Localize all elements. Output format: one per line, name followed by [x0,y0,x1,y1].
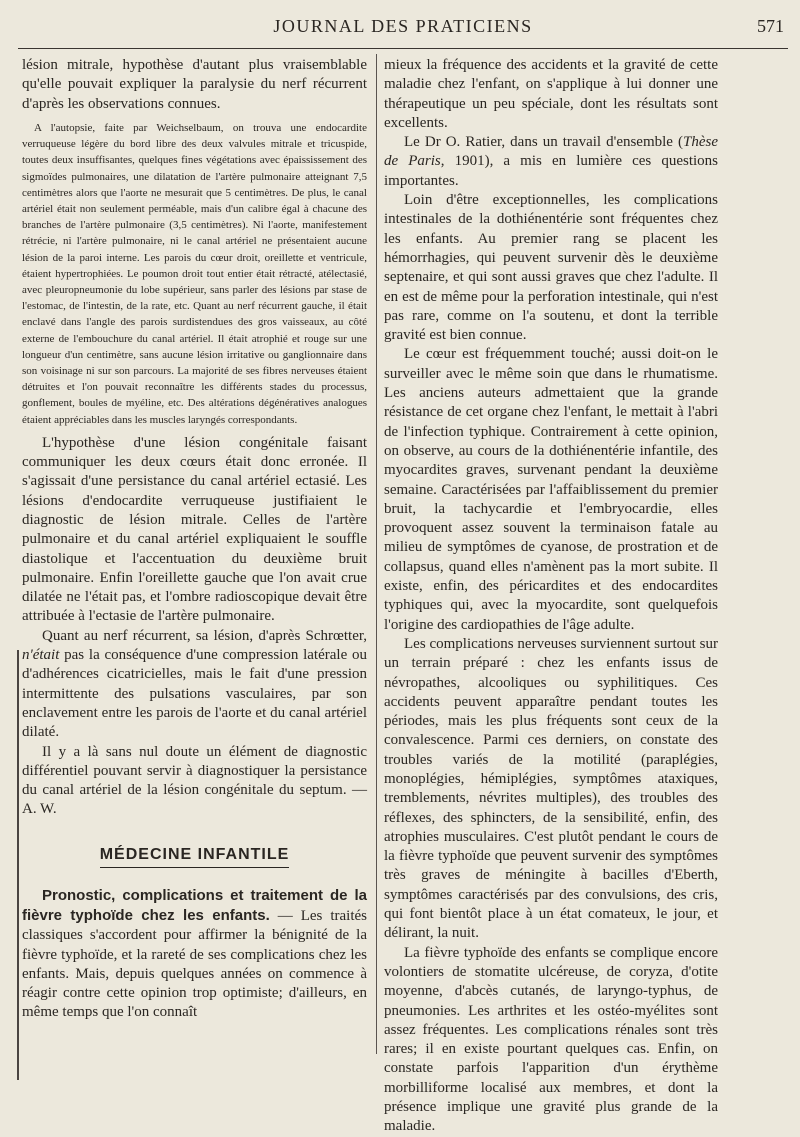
section-heading [22,846,367,868]
section-heading-text: MÉDECINE INFANTILE [100,846,290,868]
page-number: 571 [757,16,784,36]
margin-mark [17,650,19,1080]
text-run: pas la conséquence d'une compression latérale ou d'adhérences cicatricielles, mais le fait d'une pression intermittente des pulsations vasculaires, par son enclavement entre les parois de l'aorte et du canal artériel dilaté. [22,647,367,741]
text-run: Quant au nerf récurrent, sa lésion, d'après Schrœtter, [42,627,367,644]
text-run: Le Dr O. Ratier, dans un travail d'ensemble ( [404,134,683,151]
paragraph [384,133,718,191]
right-column [384,56,718,1137]
journal-title: JOURNAL DES PRATICIENS [273,16,533,36]
paragraph: La fièvre typhoïde des enfants se complique encore volontiers de stomatite ulcéreuse, de coryza, d'otite moyenne, d'abcès cutanés, de laryngo-typhus, de pneumonies. Les arthrites et les ostéo-myélites sont assez fréquentes. Les complications rénales sont très rares; il en existe pourtant quelques cas. Enfin, on constate parfois l'apparition d'un érythème morbilliforme localisé aux membres, et dont la présence implique une gravité plus grande de la maladie. [384,944,718,1135]
paragraph: lésion mitrale, hypothèse d'autant plus vraisemblable qu'elle pouvait expliquer la paralysie du nerf récurrent d'après les observations connues. [22,57,367,112]
article-title: Pronostic, complications et traitement de la fièvre typhoïde chez les enfants. [22,886,367,924]
text-run: , 1901), a mis en lumière ces questions importantes. [384,153,718,189]
paragraph: Il y a là sans nul doute un élément de diagnostic différentiel pouvant servir à diagnostiquer la persistance du canal artériel de la lésion congénitale du septum. — A. W. [22,743,367,818]
left-column [22,56,367,1023]
column-divider [376,54,377,1054]
paragraph: mieux la fréquence des accidents et la gravité de cette maladie chez l'enfant, on s'applique à lui donner une thérapeutique un peu spéciale, dont les résultats sont excellents. [384,57,718,131]
running-header [18,16,788,42]
header-rule [18,48,788,49]
text-run: — Les traités classiques s'accordent pour affirmer la bénignité de la fièvre typhoïde, et la rareté de ses complications chez les enfants. Mais, depuis quelques années on commence à réagir contre cette opinion trop optimiste; d'ailleurs, en même temps que l'on connaît [22,907,367,1021]
paragraph: Le cœur est fréquemment touché; aussi doit-on le surveiller avec le même soin que dans le rhumatisme. Les anciens auteurs admettaient que la grande résistance de cet organe chez l'enfant, le mettait à l'abri de l'infection typhique. Contrairement à cette opinion, on observe, au cours de la dothiénentérie infantile, des myocardites graves, survenant pendant la deuxième semaine. Caractérisées par l'affaiblissement du premier bruit, la tachycardie et l'embryocardie, elles provoquent assez souvent la terminaison fatale au milieu de symptômes de cyanose, de prostration et de collapsus, quand elles n'amènent pas la mort subite. Il existe, enfin, des péricardites et des endocardites typhiques qui, avec la myocardite, sont quelquefois l'origine des cardiopathies de l'âge adulte. [384,346,718,633]
paragraph [22,627,367,743]
emphasis: Thèse de Paris [384,134,718,170]
paragraph: Les complications nerveuses surviennent surtout sur un terrain préparé : chez les enfants issus de névropathes, alcooliques ou syphilitiques. Ces accidents peuvent apparaître pendant toutes les périodes, mais les plus fréquents sont ceux de la convalescence. Parmi ces derniers, on constate des troubles variés de la motilité (paraplégies, monoplégies, hémiplégies, symptômes ataxiques, tremblements, névrites multiples), des troubles des réflexes, des sphincters, de la sensibilité, enfin, des atrophies musculaires. C'est plutôt pendant le cours de la fièvre typhoïde que peuvent survenir des symptômes très graves de méningite à bacilles d'Eberth, symptômes caractérisés par des convulsions, des cris, qui font bientôt place à un état comateux, le jour, et délirant, la nuit. [384,635,718,942]
paragraph: Loin d'être exceptionnelles, les complications intestinales de la dothiénentérie sont fréquentes chez les enfants. Au premier rang se placent les hémorrhagies, qui peuvent survenir dès le deuxième septenaire, et qui sont aussi graves que chez l'adulte. Il en est de même pour la perforation intestinale, qui n'est pas rare, comme on l'a soutenu, et dont la terrible gravité est bien connue. [384,192,718,344]
autopsy-note: A l'autopsie, faite par Weichselbaum, on trouva une endocardite verruqueuse légère du bord libre des deux valvules mitrale et tricuspide, toutes deux insuffisantes, quelques fines végétations avec épaississement des sigmoïdes pulmonaires, une dilatation de l'artère pulmonaire atteignant 7,5 centimètres alors que l'aorte ne mesurait que 5 centimètres. De plus, le canal artériel était non seulement perméable, mais d'un calibre égal à chacune des branches de l'artère pulmonaire (3,5 centimètres). Ni l'aorte, manifestement rétrécie, ni l'artère pulmonaire, ni le canal artériel ne présentaient aucune lésion de la paroi interne. Les parois du cœur droit, oreillette et ventricule, étaient hypertrophiées. Le poumon droit tout entier était rétracté, atélectasié, avec pleuropneumonie du lobe supérieur, sans parler des lésions par stase de l'estomac, de l'intestin, de la rate, etc. Quant au nerf récurrent gauche, il était enclavé dans l'angle des parois surdistendues des gros vaisseaux, au côté externe de l'embouchure du canal artériel. Il était atrophié et rouge sur une longueur d'un centimètre, sans aucune lésion irritative ou ganglionnaire dans son voisinage ni sur son parcours. La majorité de ses fibres nerveuses étaient détruites et l'on pouvait reconnaître les différents stades du processus, gonflement, boules de myéline, etc. Des altérations dégénératives analogues étaient appréciables dans les muscles laryngés correspondants. [22,121,367,426]
article-opening [22,886,367,1023]
emphasis: n'était [22,647,60,664]
paragraph: L'hypothèse d'une lésion congénitale faisant communiquer les deux cœurs était donc erronée. Il s'agissait d'une persistance du canal artériel ectasié. Les lésions d'endocardite verruqueuse justifiaient le diagnostic de lésion mitrale. Celles de l'artère pulmonaire et du canal artériel expliquaient le souffle diastolique et l'accentuation du deuxième bruit pulmonaire. Enfin l'oreillette gauche que l'on avait crue dilatée ne l'était pas, et l'ombre radioscopique devait être attribuée à l'ectasie de l'artère pulmonaire. [22,434,367,625]
